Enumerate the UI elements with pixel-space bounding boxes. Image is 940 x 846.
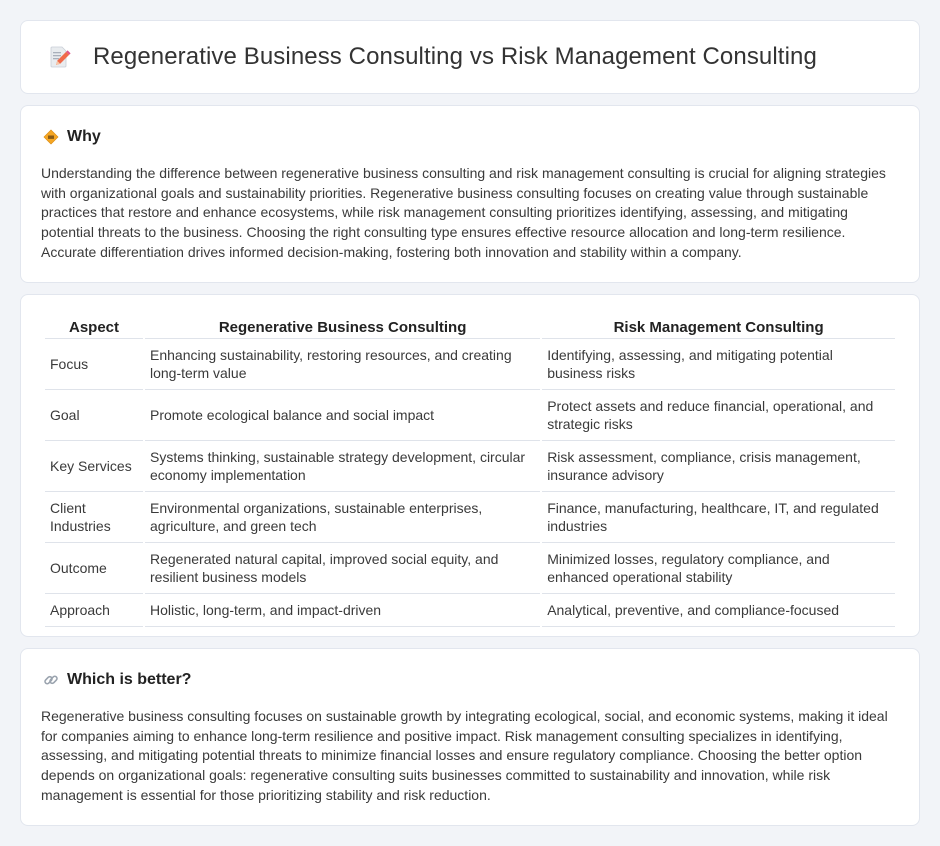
row-risk: Finance, manufacturing, healthcare, IT, and regulated industries (542, 492, 895, 543)
table-row (45, 594, 895, 627)
why-section (20, 105, 920, 283)
row-risk: Risk assessment, compliance, crisis management, insurance advisory (542, 441, 895, 492)
table-row (45, 441, 895, 492)
better-title: Which is better? (67, 671, 192, 688)
comparison-table (43, 315, 897, 627)
row-aspect: Key Services (45, 441, 143, 492)
row-aspect: Client Industries (45, 492, 143, 543)
document-pencil-icon (47, 45, 71, 69)
row-regenerative: Systems thinking, sustainable strategy development, circular economy implementation (145, 441, 540, 492)
header-aspect: Aspect (45, 315, 143, 339)
table-row (45, 492, 895, 543)
row-aspect: Focus (45, 339, 143, 390)
row-risk: Analytical, preventive, and compliance-focused (542, 594, 895, 627)
better-text: Regenerative business consulting focuses on sustainable growth by integrating ecological, social, and economic systems, making it ideal for companies aiming to enhance long-term resilience and positive impact. Risk management consulting specializes in identifying, assessing, and mitigating potential threats to minimize financial losses and ensure regulatory compliance. Choosing the better option depends on organizational goals: regenerative consulting suits businesses committed to sustainability and innovation, while risk management is essential for those prioritizing stability and risk reduction. (41, 708, 888, 803)
row-regenerative: Regenerated natural capital, improved social equity, and resilient business models (145, 543, 540, 594)
row-regenerative: Promote ecological balance and social impact (145, 390, 540, 441)
why-title: Why (67, 128, 101, 145)
table-row (45, 339, 895, 390)
header-regenerative: Regenerative Business Consulting (145, 315, 540, 339)
row-regenerative: Holistic, long-term, and impact-driven (145, 594, 540, 627)
page-title: Regenerative Business Consulting vs Risk Management Consulting (93, 43, 817, 70)
why-heading (41, 128, 899, 146)
which-is-better-section (20, 648, 920, 826)
header-card (20, 20, 920, 94)
row-aspect: Approach (45, 594, 143, 627)
comparison-table-card (20, 294, 920, 637)
row-risk: Minimized losses, regulatory compliance, and enhanced operational stability (542, 543, 895, 594)
row-risk: Identifying, assessing, and mitigating potential business risks (542, 339, 895, 390)
header-risk: Risk Management Consulting (542, 315, 895, 339)
table-header-row (45, 315, 895, 339)
table-row (45, 543, 895, 594)
row-regenerative: Environmental organizations, sustainable enterprises, agriculture, and green tech (145, 492, 540, 543)
diamond-sign-icon (43, 129, 59, 145)
table-row (45, 390, 895, 441)
row-aspect: Goal (45, 390, 143, 441)
row-regenerative: Enhancing sustainability, restoring resources, and creating long-term value (145, 339, 540, 390)
row-risk: Protect assets and reduce financial, operational, and strategic risks (542, 390, 895, 441)
row-aspect: Outcome (45, 543, 143, 594)
why-text: Understanding the difference between regenerative business consulting and risk management consulting is crucial for aligning strategies with organizational goals and sustainability priorities. Regenerative business consulting focuses on creating value through sustainable practices that restore and enhance ecosystems, while risk management consulting prioritizes identifying, assessing, and mitigating potential threats to the business. Choosing the right consulting type ensures effective resource allocation and long-term resilience. Accurate differentiation drives informed decision-making, fostering both innovation and stability within a company. (41, 165, 886, 260)
better-heading (41, 671, 899, 689)
link-icon (43, 672, 59, 688)
